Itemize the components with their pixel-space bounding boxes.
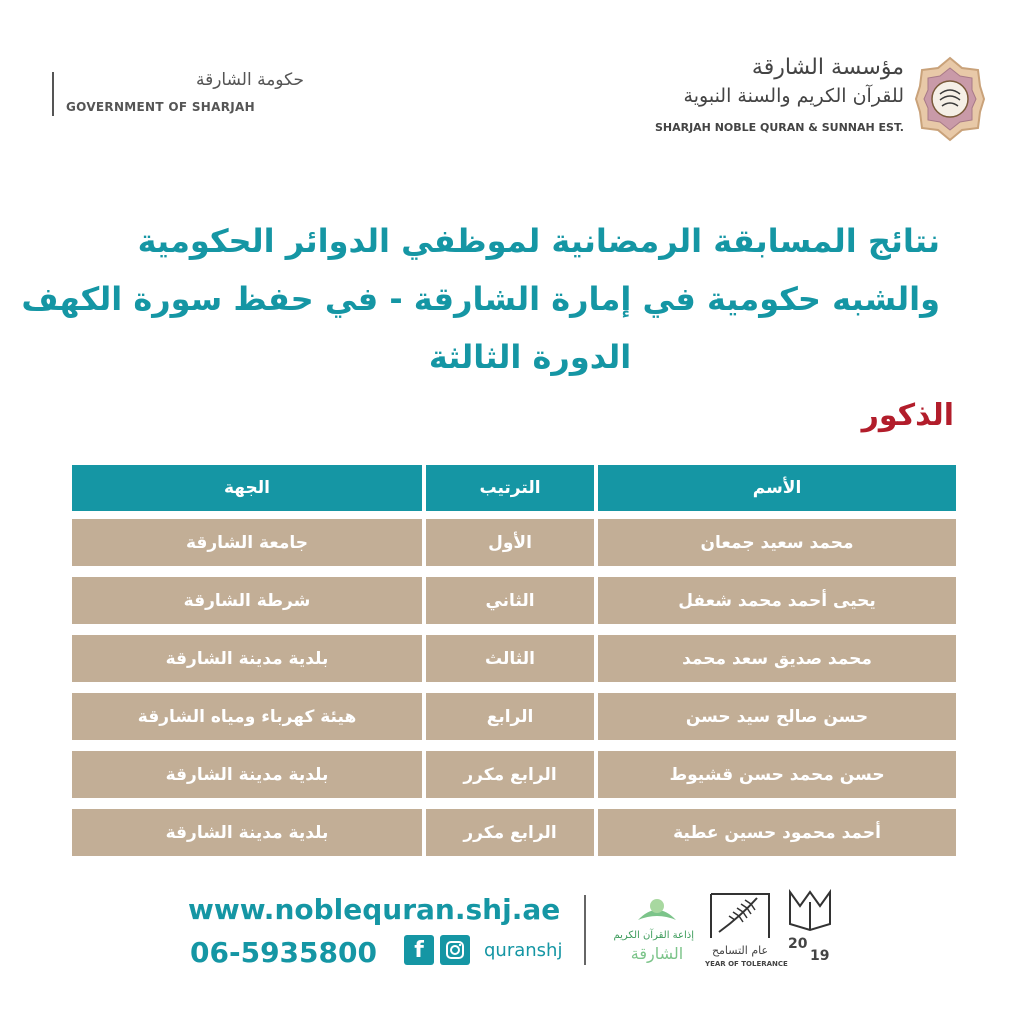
header-rank: الترتيب (426, 465, 594, 511)
government-name-ar: حكومة الشارقة (195, 70, 304, 90)
table-row (72, 809, 956, 856)
cell-entity: بلدية مدينة الشارقة (72, 635, 422, 682)
cell-name: محمد صديق سعد محمد (598, 635, 956, 682)
year-left: 20 (788, 936, 808, 952)
facebook-icon[interactable]: f (404, 935, 434, 965)
tolerance-ar: عام التسامح (711, 944, 769, 957)
book-icon (786, 888, 834, 932)
radio-city-ar: الشارقة (630, 944, 684, 963)
table-row (72, 519, 956, 566)
section-heading-males: الذكور (861, 398, 954, 433)
phone-number: 06-5935800 (190, 936, 377, 969)
header-entity: الجهة (72, 465, 422, 511)
table-row (72, 693, 956, 740)
website-link[interactable]: www.noblequran.shj.ae (188, 893, 561, 926)
government-logo (52, 70, 304, 120)
cell-entity: هيئة كهرباء ومياه الشارقة (72, 693, 422, 740)
quran-emblem-icon (914, 56, 986, 142)
cell-rank: الأول (426, 519, 594, 566)
cell-entity: بلدية مدينة الشارقة (72, 809, 422, 856)
cell-name: أحمد محمود حسين عطية (598, 809, 956, 856)
social-handle[interactable]: quranshj (484, 939, 563, 961)
cell-rank: الرابع مكرر (426, 809, 594, 856)
institution-name-en: SHARJAH NOBLE QURAN & SUNNAH EST. (654, 121, 904, 134)
table-row (72, 635, 956, 682)
institution-name-ar-1: مؤسسة الشارقة (751, 55, 904, 80)
quran-radio-logo (613, 890, 694, 970)
table-row (72, 577, 956, 624)
institution-name-ar-2: للقرآن الكريم والسنة النبوية (683, 85, 904, 107)
palm-leaf-icon (705, 890, 775, 942)
title-line-1: نتائج المسابقة الرمضانية لموظفي الدوائر الحكومية (137, 222, 940, 260)
table-row (72, 751, 956, 798)
cell-entity: شرطة الشارقة (72, 577, 422, 624)
government-name-en: GOVERNMENT OF SHARJAH (66, 100, 255, 114)
book-capital-logo (786, 888, 834, 968)
title-line-2: والشبه حكومية في إمارة الشارقة - في حفظ سورة الكهف (21, 280, 940, 318)
tolerance-en: YEAR OF TOLERANCE (705, 960, 788, 968)
year-right: 19 (810, 948, 830, 964)
cell-name: حسن محمد حسن قشيوط (598, 751, 956, 798)
cell-entity: بلدية مدينة الشارقة (72, 751, 422, 798)
header-name: الأسم (598, 465, 956, 511)
instagram-icon[interactable] (440, 935, 470, 965)
table-header-row (72, 465, 956, 511)
cell-rank: الرابع مكرر (426, 751, 594, 798)
social-links (404, 934, 562, 966)
cell-name: محمد سعيد جمعان (598, 519, 956, 566)
cell-entity: جامعة الشارقة (72, 519, 422, 566)
cell-name: حسن صالح سيد حسن (598, 693, 956, 740)
cell-name: يحيى أحمد محمد شعفل (598, 577, 956, 624)
institution-logo (600, 55, 910, 145)
cell-rank: الرابع (426, 693, 594, 740)
year-of-tolerance-logo (705, 890, 788, 970)
cell-rank: الثالث (426, 635, 594, 682)
results-table (72, 465, 956, 867)
title-line-3: الدورة الثالثة (428, 338, 632, 376)
footer-divider (584, 895, 586, 965)
radio-name-ar: إذاعة القرآن الكريم (613, 930, 694, 941)
divider-bar (52, 72, 54, 116)
page-title (21, 212, 940, 386)
cell-rank: الثاني (426, 577, 594, 624)
